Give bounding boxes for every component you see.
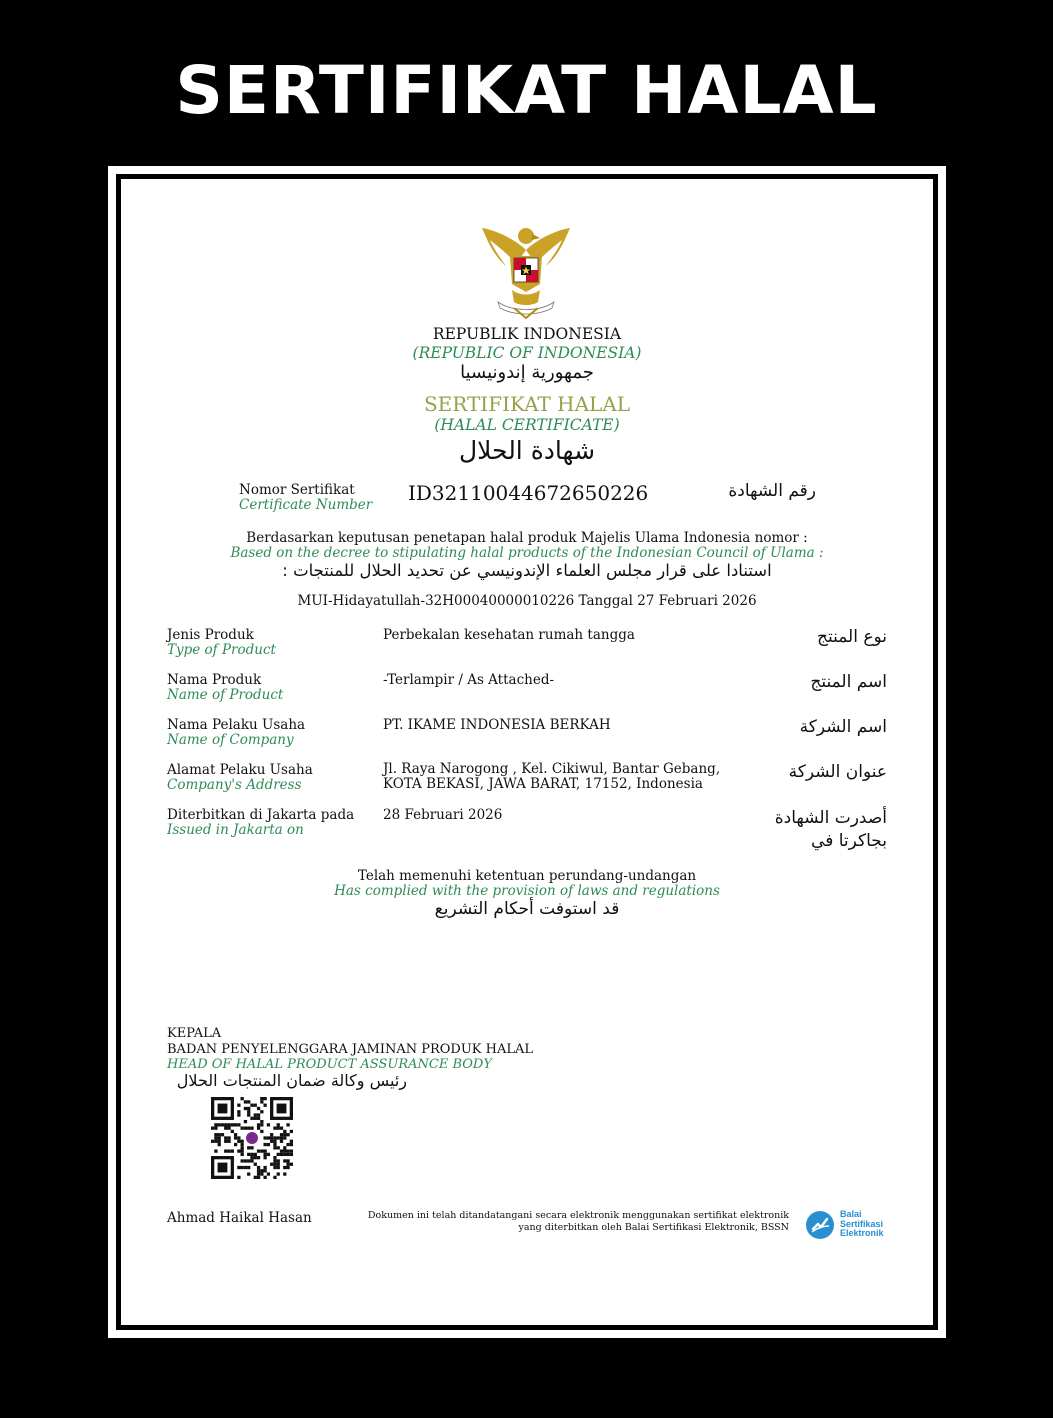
country-name: REPUBLIK INDONESIA bbox=[432, 325, 622, 343]
field-label-en: Name of Product bbox=[167, 687, 284, 703]
field-row-name-of-company bbox=[167, 717, 887, 767]
banner-title: SERTIFIKAT HALAL bbox=[175, 52, 878, 129]
field-label-en: Type of Product bbox=[167, 642, 276, 658]
compliance-text-ar: قد استوفت أحكام التشريع bbox=[434, 899, 620, 919]
country-name-ar: جمهورية إندونيسيا bbox=[460, 362, 594, 383]
signatory-agency-en: HEAD OF HALAL PRODUCT ASSURANCE BODY bbox=[167, 1057, 492, 1072]
e-signature-note-line1: Dokumen ini telah ditandatangani secara elektronik menggunakan sertifikat elektronik bbox=[367, 1210, 789, 1221]
field-label-en: Name of Company bbox=[167, 732, 294, 748]
country-name-en: (REPUBLIC OF INDONESIA) bbox=[412, 344, 642, 362]
decree-text: Berdasarkan keputusan penetapan halal produk Majelis Ulama Indonesia nomor : bbox=[246, 530, 808, 546]
bsre-line2: Sertifikasi bbox=[840, 1218, 884, 1229]
signatory-agency: BADAN PENYELENGGARA JAMINAN PRODUK HALAL bbox=[167, 1042, 534, 1057]
certificate-title-en: (HALAL CERTIFICATE) bbox=[434, 416, 620, 434]
bsre-line1: Balai bbox=[840, 1209, 862, 1219]
decree-text-en: Based on the decree to stipulating halal products of the Indonesian Council of Ulama : bbox=[230, 545, 824, 561]
field-label: Nama Pelaku Usaha bbox=[167, 717, 306, 733]
field-label-ar: أصدرت الشهادة بجاكرتا في bbox=[774, 808, 887, 851]
signatory-title: KEPALA bbox=[167, 1026, 222, 1041]
field-row-issued-on bbox=[167, 807, 887, 862]
field-label-ar: اسم الشركة bbox=[799, 717, 887, 737]
field-label: Alamat Pelaku Usaha bbox=[167, 762, 313, 778]
field-label: Nama Produk bbox=[167, 672, 262, 688]
compliance-text: Telah memenuhi ketentuan perundang-undangan bbox=[357, 868, 697, 884]
signatory-agency-ar: رئيس وكالة ضمان المنتجات الحلال bbox=[176, 1071, 407, 1090]
field-label-ar: نوع المنتج bbox=[816, 627, 887, 647]
certificate-title-ar: شهادة الحلال bbox=[458, 436, 596, 465]
e-signature-note bbox=[340, 1210, 789, 1234]
field-row-name-of-product bbox=[167, 672, 887, 722]
cert-number-label: Nomor Sertifikat bbox=[239, 482, 355, 498]
compliance-text-en: Has complied with the provision of laws and regulations bbox=[334, 883, 720, 899]
cert-number-label-ar: رقم الشهادة bbox=[728, 481, 816, 501]
field-value: Perbekalan kesehatan rumah tangga bbox=[383, 627, 635, 643]
garuda-emblem-icon bbox=[476, 220, 576, 320]
certificate-title: SERTIFIKAT HALAL bbox=[423, 392, 631, 416]
field-label-ar: عنوان الشركة bbox=[788, 762, 887, 782]
field-label-en: Issued in Jakarta on bbox=[167, 822, 304, 838]
field-label: Diterbitkan di Jakarta pada bbox=[167, 807, 355, 823]
qr-code-icon bbox=[211, 1097, 293, 1179]
field-value: 28 Februari 2026 bbox=[383, 807, 503, 823]
field-label-ar: اسم المنتج bbox=[810, 672, 887, 692]
signatory-name: Ahmad Haikal Hasan bbox=[167, 1210, 312, 1226]
field-value: Jl. Raya Narogong , Kel. Cikiwul, Bantar Gebang, KOTA BEKASI, JAWA BARAT, 17152, Indonesia bbox=[383, 761, 721, 792]
bsre-logo-icon bbox=[805, 1210, 835, 1240]
decree-reference: MUI-Hidayatullah-32H00040000010226 Tanggal 27 Februari 2026 bbox=[297, 593, 757, 609]
cert-number-label-en: Certificate Number bbox=[239, 497, 373, 513]
field-row-type-of-product bbox=[167, 627, 887, 677]
bsre-line3: Elektronik bbox=[840, 1228, 884, 1238]
field-label: Jenis Produk bbox=[167, 627, 254, 643]
e-signature-note-line2: yang diterbitkan oleh Balai Sertifikasi Elektronik, BSSN bbox=[518, 1222, 789, 1233]
field-value: PT. IKAME INDONESIA BERKAH bbox=[383, 717, 611, 733]
bsre-logo-text bbox=[840, 1210, 884, 1239]
decree-text-ar: استنادا على قرار مجلس العلماء الإندونيسي عن تحديد الحلال للمنتجات : bbox=[282, 561, 772, 580]
field-value: -Terlampir / As Attached- bbox=[383, 672, 555, 688]
field-label-en: Company's Address bbox=[167, 777, 302, 793]
field-row-company-address bbox=[167, 762, 887, 812]
cert-number-value: ID32110044672650226 bbox=[408, 481, 649, 505]
